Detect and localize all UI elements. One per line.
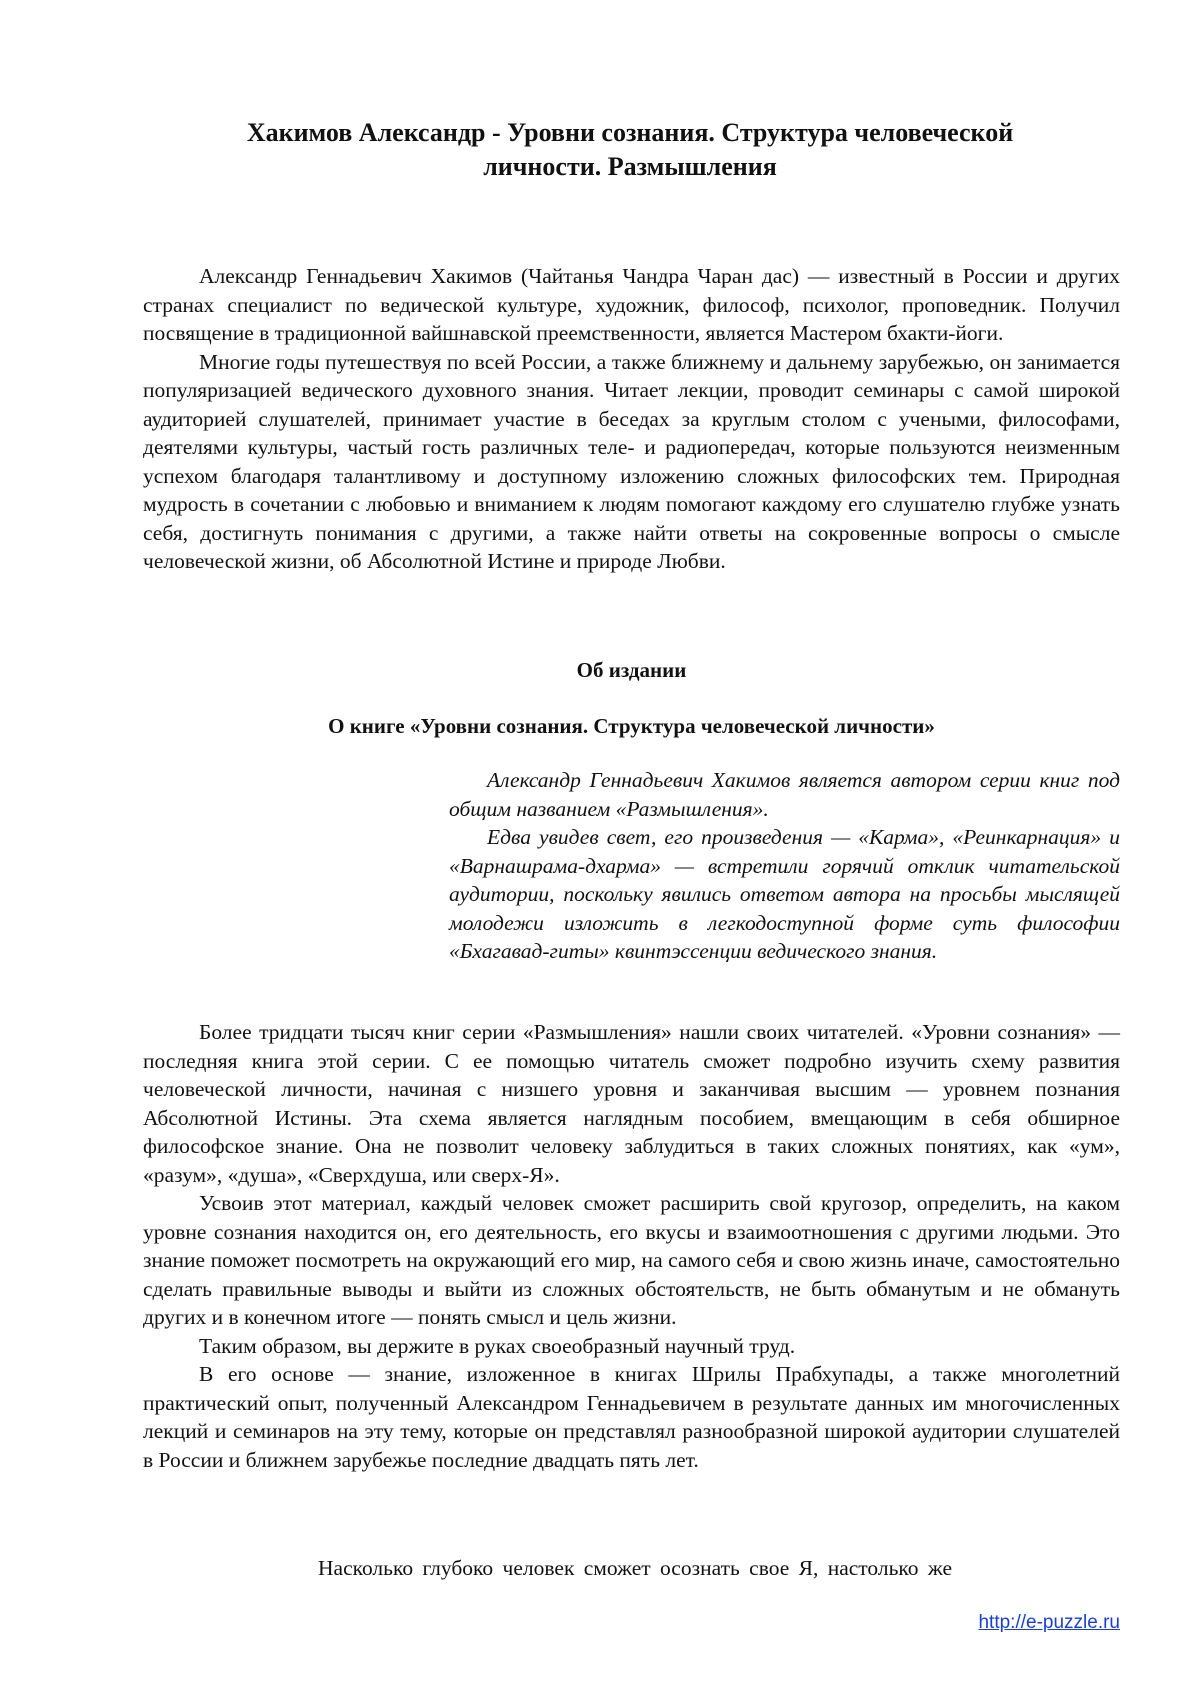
intro-paragraph: Многие годы путешествуя по всей России, а также ближнему и дальнему зарубежью, он занимается популяризацией ведического духовного знания. Читает лекции, проводит семинары с самой широкой аудиторией слушателей, принимает участие в беседах за круглым столом с учеными, философами, деятелями культуры, частый гость различных теле- и радиопередач, которые пользуются неизменным успехом благодаря талантливому и доступному изложению сложных философских тем. Природная мудрость в сочетании с любовью и вниманием к людям помогают каждому его слушателю глубже узнать себя, достигнуть понимания с другими, а также найти ответы на сокровенные вопросы о смысле человеческой жизни, об Абсолютной Истине и природе Любви. [143, 349, 1120, 573]
about-paragraph: В его основе — знание, изложенное в книгах Шрилы Прабхупады, а также многолетний практический опыт, полученный Александром Геннадьевичем в результате данных им многочисленных лекций и семинаров на эту тему, которые он представлял разнообразной широкой аудитории слушателей в России и ближнем зарубежье последние двадцать пять лет. [143, 1362, 1120, 1472]
about-paragraph: Усвоив этот материал, каждый человек сможет расширить свой кругозор, определить, на каком уровне сознания находится он, его деятельность, его вкусы и взаимоотношения с другими людьми. Это знание поможет посмотреть на окружающий его мир, на самого себя и свою жизнь иначе, самостоятельно сделать правильные выводы и выйти из сложных обстоятельств, не быть обманутым и не обмануть других и в конечном итоге — понять смысл и цель жизни. [143, 1191, 1120, 1329]
about-paragraph: Таким образом, вы держите в руках своеобразный научный труд. [199, 1333, 796, 1358]
closing-quote: Насколько глубоко человек сможет осознать свое Я, настолько же [318, 1556, 953, 1580]
source-link[interactable]: http://e-puzzle.ru [978, 1612, 1120, 1633]
section-heading-about: Об издании [576, 658, 687, 682]
about-paragraph: Более тридцати тысяч книг серии «Размышления» нашли своих читателей. «Уровни сознания» — последняя книга этой серии. С ее помощью читатель сможет подробно изучить схему развития человеческой личности, начиная с низшего уровня и заканчивая высшим — уровнем познания Абсолютной Истины. Эта схема является наглядным пособием, вмещающим в себя обширное философское знание. Она не позволит человеку заблудиться в таких сложных понятиях, как «ум», «разум», «душа», «Сверхдуша, или сверх-Я». [143, 1020, 1120, 1187]
epigraph-paragraph: Александр Геннадьевич Хакимов является автором серии книг под общим названием «Размышления». [449, 768, 1120, 821]
about-book-section [143, 1018, 1120, 1474]
intro-paragraph: Александр Геннадьевич Хакимов (Чайтанья Чандра Чаран дас) — известный в России и других странах специалист по ведической культуре, художник, философ, психолог, проповедник. Получил посвящение в традиционной вайшнавской преемственности, является Мастером бхакти-йоги. [143, 264, 1120, 345]
epigraph [449, 766, 1120, 966]
section-heading-book: О книге «Уровни сознания. Структура человеческой личности» [328, 714, 935, 738]
intro-section [143, 262, 1120, 576]
epigraph-paragraph: Едва увидев свет, его произведения — «Карма», «Реинкарнация» и «Варнашрама-дхарма» — встретили горячий отклик читательской аудитории, поскольку явились ответом автора на просьбы мыслящей молодежи изложить в легкодоступной форме суть философии «Бхагавад-гиты» квинтэссенции ведического знания. [449, 825, 1120, 963]
document-title: Хакимов Александр - Уровни сознания. Структура человеческой личности. Размышления [246, 118, 1014, 181]
